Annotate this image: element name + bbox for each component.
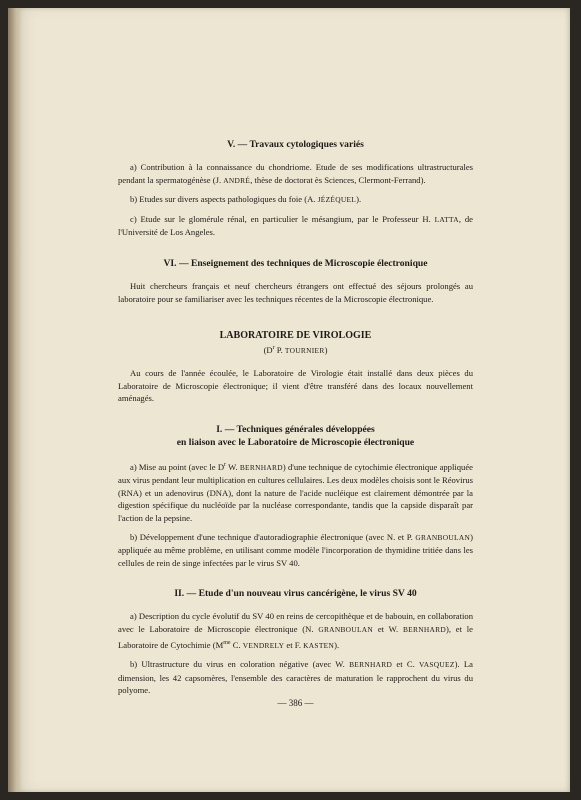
section-i-para-a: a) Mise au point (avec le $D^r$ W. BERNHARD) d'une technique de cytochimie électronique appliquée aux virus pendant leur multiplication en cultures cellulaires. Les deux modèles choisis sont le Réovirus (RNA) et un adenovirus (DNA), dont la nature de l'acide nucléique est clairement démontrée par la digestion spécifique du nucléoïde par la nucléase correspondante, tandis que la capside disparaît par l'action de la pepsine. (118, 461, 473, 524)
lab-intro-para: Au cours de l'année écoulée, le Laboratoire de Virologie était installé dans deux pièces du Laboratoire de Microscopie électronique; il vient d'être transféré dans des locaux nouvellement aménagés. (118, 368, 473, 404)
book-page (8, 8, 570, 792)
section-ii-para-b: b) Ultrastructure du virus en coloration négative (avec W. BERNHARD et C. VASQUEZ). La dimension, les 42 capsomères, l'ensemble des caractères de maturation le rapprochent du virus du polyome. (118, 659, 473, 696)
section-i-para-b: b) Développement d'une technique d'autoradiographie électronique (avec N. et P. GRANBOULAN) appliquée au même problème, en utilisant comme modèle l'incorporation de thymidine tritiée dans les cellules de rein de singe infectées par le virus SV 40. (118, 531, 473, 568)
section-ii-para-a: a) Description du cycle évolutif du SV 40 en reins de cercopithèque et de babouin, en collaboration avec le Laboratoire de Microscopie électronique (N. GRANBOULAN et W. BERNHARD), et le Laboratoire de Cytochimie ($M^{me}$ C. VENDRELY et F. KASTEN). (118, 611, 473, 650)
section-v-para-c: c) Etude sur le glomérule rénal, en particulier le mésangium, par le Professeur H. LATTA, de l'Université de Los Angeles. (118, 213, 473, 238)
section-ii-heading: II. — Etude d'un nouveau virus cancérigène, le virus SV 40 (174, 588, 417, 600)
lab-director: ($D^r$ P. TOURNIER) (263, 345, 328, 356)
page-gutter (8, 8, 22, 792)
page-content (118, 138, 473, 697)
section-v-heading: V. — Travaux cytologiques variés (227, 139, 364, 150)
section-vi-para: Huit chercheurs français et neuf chercheurs étrangers ont effectué des séjours prolongés au laboratoire pour se familiariser avec les techniques récentes de la Microscopie électronique. (118, 280, 473, 304)
lab-title: LABORATOIRE DE VIROLOGIE (219, 330, 372, 342)
section-v-para-a: a) Contribution à la connaissance du chondriome. Etude de ses modifications ultrastructurales pendant la spermatogénèse (J. ANDRÉ, thèse de doctorat ès Sciences, Clermont-Ferrand). (118, 162, 473, 185)
section-v-para-b: b) Etudes sur divers aspects pathologiques du foie (A. JÉZÉQUEL). (130, 194, 362, 205)
page-number: — 386 — (277, 698, 314, 708)
section-i-heading-line1: I. — Techniques générales développées (216, 423, 375, 435)
section-vi-heading: VI. — Enseignement des techniques de Microscopie électronique (163, 257, 428, 269)
section-i-heading-line2: en liaison avec le Laboratoire de Microscopie électronique (176, 436, 415, 448)
